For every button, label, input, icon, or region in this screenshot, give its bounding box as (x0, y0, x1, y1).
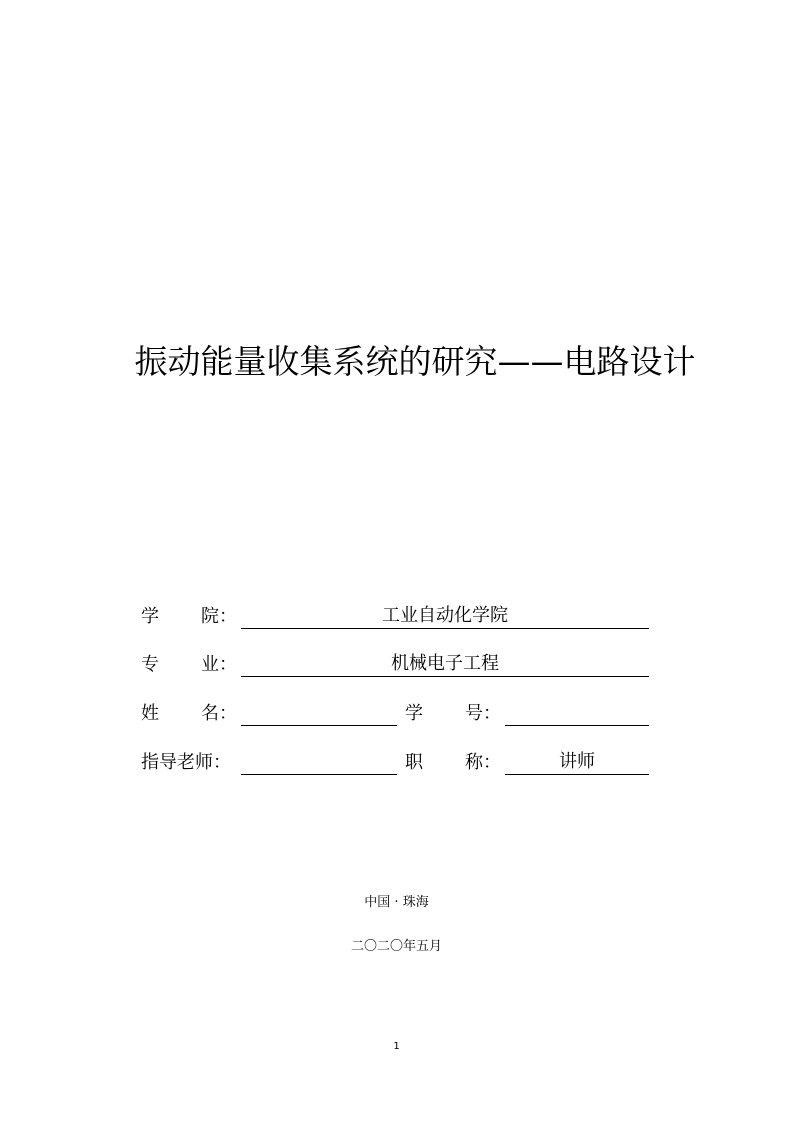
advisor-label: 指导老师： (141, 752, 231, 773)
name-field[interactable] (241, 697, 397, 726)
advisor-row (141, 746, 653, 786)
student-id-label-char-1: 学 (405, 703, 423, 724)
college-label-char-1: 学 (141, 606, 159, 627)
advisor-field[interactable] (241, 746, 397, 775)
student-id-label-char-2: 号： (465, 703, 501, 724)
major-label-char-2: 业： (201, 654, 237, 675)
document-title: 振动能量收集系统的研究——电路设计 (134, 342, 696, 381)
college-field[interactable]: 工业自动化学院 (241, 600, 649, 629)
page-number: 1 (393, 1041, 400, 1052)
major-label-char-1: 专 (141, 654, 159, 675)
name-label-char-1: 姓 (141, 703, 159, 724)
date-text: 二〇二〇年五月 (350, 939, 442, 954)
name-label-char-2: 名： (201, 703, 237, 724)
location-text: 中国 · 珠海 (364, 895, 429, 910)
student-id-field[interactable] (505, 697, 649, 726)
advisor-title-label-char-1: 职 (405, 752, 423, 773)
college-row (141, 600, 653, 640)
name-id-row (141, 697, 653, 737)
college-label-char-2: 院： (201, 606, 237, 627)
major-field[interactable]: 机械电子工程 (241, 648, 649, 677)
advisor-title-label-char-2: 称： (465, 752, 501, 773)
major-row (141, 648, 653, 688)
advisor-title-field[interactable]: 讲师 (505, 746, 649, 775)
